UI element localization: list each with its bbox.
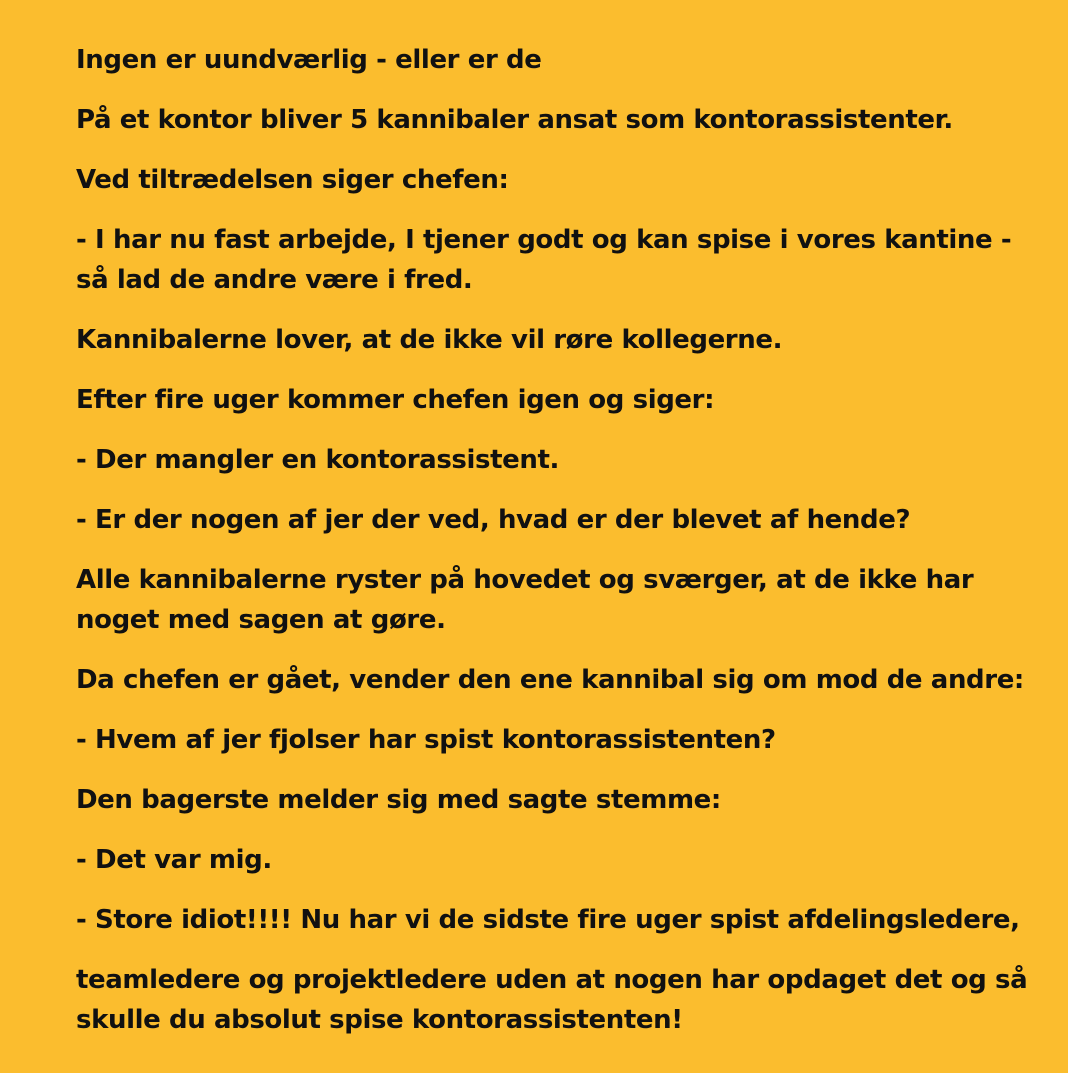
joke-text [76,40,1046,1060]
paragraph-4: Kannibalerne lover, at de ikke vil røre kollegerne. [76,325,783,355]
paragraph-13: - Store idiot!!!! Nu har vi de sidste fire uger spist afdelingsledere, [76,905,1020,935]
paragraph-5: Efter fire uger kommer chefen igen og siger: [76,385,715,415]
paragraph-10: - Hvem af jer fjolser har spist kontorassistenten? [76,725,776,755]
paragraph-3: - I har nu fast arbejde, I tjener godt og kan spise i vores kantine - så lad de andre være i fred. [76,225,1012,295]
paragraph-2: Ved tiltrædelsen siger chefen: [76,165,509,195]
paragraph-9: Da chefen er gået, vender den ene kannibal sig om mod de andre: [76,665,1024,695]
paragraph-1: På et kontor bliver 5 kannibaler ansat som kontorassistenter. [76,105,953,135]
joke-title: Ingen er uundværlig - eller er de [76,45,542,75]
paragraph-8: Alle kannibalerne ryster på hovedet og sværger, at de ikke har noget med sagen at gøre. [76,565,974,635]
paragraph-12: - Det var mig. [76,845,272,875]
paragraph-7: - Er der nogen af jer der ved, hvad er der blevet af hende? [76,505,911,535]
paragraph-14: teamledere og projektledere uden at nogen har opdaget det og så skulle du absolut spise kontorassistenten! [76,965,1028,1035]
paragraph-6: - Der mangler en kontorassistent. [76,445,559,475]
paragraph-11: Den bagerste melder sig med sagte stemme: [76,785,721,815]
